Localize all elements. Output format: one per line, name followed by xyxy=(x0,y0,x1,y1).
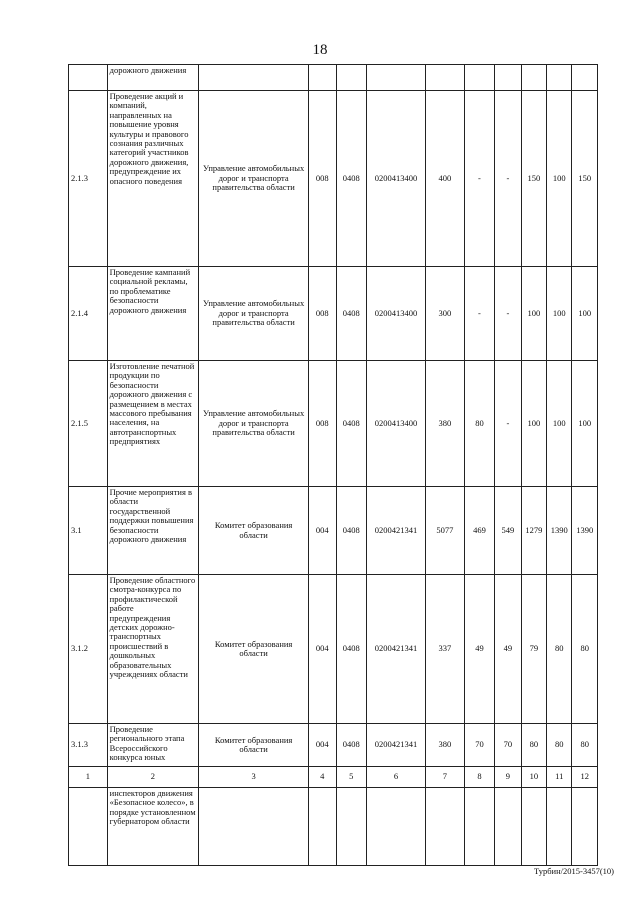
value-cell-c9: - xyxy=(495,267,521,361)
value-cell-c6: 0200413400 xyxy=(367,91,426,267)
value-cell-c9: 549 xyxy=(495,487,521,575)
value-cell-c9: 49 xyxy=(495,575,521,724)
value-cell-c12 xyxy=(572,65,598,91)
page-number: 18 xyxy=(312,42,328,58)
activity-name-cell: Проведение акций и компаний, направленных на повышение уровня культуры и правового сознания различных категорий участников дорожного движения, предупреждение их опасного поведения xyxy=(107,91,199,267)
activity-name-cell: Проведение регионального этапа Всероссийского конкурса юных xyxy=(107,724,199,767)
value-cell-c7: 300 xyxy=(426,267,465,361)
value-cell-c11: 100 xyxy=(547,361,572,487)
value-cell-c12: 1390 xyxy=(572,487,598,575)
table-row xyxy=(69,724,598,767)
value-cell-c5: 0408 xyxy=(336,361,367,487)
value-cell-c10: 79 xyxy=(521,575,546,724)
value-cell-c7: 5077 xyxy=(426,487,465,575)
row-number-cell: 3.1.2 xyxy=(69,575,108,724)
value-cell-c8: - xyxy=(464,267,495,361)
responsible-org-cell: Комитет образования области xyxy=(199,487,309,575)
empty-cell xyxy=(336,788,367,866)
value-cell-c5: 0408 xyxy=(336,487,367,575)
empty-cell xyxy=(426,788,465,866)
column-number-cell: 6 xyxy=(367,767,426,788)
empty-cell xyxy=(521,788,546,866)
column-number-cell: 1 xyxy=(69,767,108,788)
value-cell-c5: 0408 xyxy=(336,575,367,724)
column-number-cell: 4 xyxy=(309,767,336,788)
value-cell-c4: 004 xyxy=(309,487,336,575)
value-cell-c8: - xyxy=(464,91,495,267)
value-cell-c8: 469 xyxy=(464,487,495,575)
value-cell-c6: 0200421341 xyxy=(367,575,426,724)
value-cell-c10 xyxy=(521,65,546,91)
column-number-cell: 5 xyxy=(336,767,367,788)
empty-cell xyxy=(495,788,521,866)
table-row xyxy=(69,91,598,267)
table-row xyxy=(69,65,598,91)
value-cell-c4: 008 xyxy=(309,91,336,267)
value-cell-c7: 380 xyxy=(426,361,465,487)
responsible-org-cell: Управление автомобильных дорог и транспорта правительства области xyxy=(199,267,309,361)
column-number-cell: 3 xyxy=(199,767,309,788)
empty-cell xyxy=(199,788,309,866)
value-cell-c4 xyxy=(309,65,336,91)
table-row xyxy=(69,487,598,575)
value-cell-c11: 1390 xyxy=(547,487,572,575)
value-cell-c5: 0408 xyxy=(336,267,367,361)
value-cell-c5 xyxy=(336,65,367,91)
table-row xyxy=(69,267,598,361)
activity-name-cell: Проведение областного смотра-конкурса по профилактической работе предупреждения детских дорожно-транспортных происшествий в дошкольных образовательных учреждениях области xyxy=(107,575,199,724)
value-cell-c8: 49 xyxy=(464,575,495,724)
column-number-cell: 11 xyxy=(547,767,572,788)
value-cell-c9: - xyxy=(495,361,521,487)
value-cell-c9: - xyxy=(495,91,521,267)
activity-name-cell: Проведение кампаний социальной рекламы, по проблематике безопасности дорожного движения xyxy=(107,267,199,361)
program-table xyxy=(68,64,598,866)
responsible-org-cell: Комитет образования области xyxy=(199,724,309,767)
value-cell-c11: 80 xyxy=(547,724,572,767)
responsible-org-cell: Комитет образования области xyxy=(199,575,309,724)
responsible-org-cell: Управление автомобильных дорог и транспорта правительства области xyxy=(199,361,309,487)
value-cell-c11: 100 xyxy=(547,91,572,267)
empty-cell xyxy=(309,788,336,866)
value-cell-c5: 0408 xyxy=(336,91,367,267)
table-row xyxy=(69,575,598,724)
empty-cell xyxy=(464,788,495,866)
empty-cell xyxy=(572,788,598,866)
continuation-name-cell: инспекторов движения «Безопасное колесо», в порядке установленном губернатором области xyxy=(107,788,199,866)
empty-cell xyxy=(547,788,572,866)
empty-cell xyxy=(69,788,108,866)
column-numbers-row xyxy=(69,767,598,788)
column-number-cell: 8 xyxy=(464,767,495,788)
value-cell-c7: 337 xyxy=(426,575,465,724)
value-cell-c12: 80 xyxy=(572,575,598,724)
responsible-org-cell xyxy=(199,65,309,91)
value-cell-c10: 100 xyxy=(521,267,546,361)
value-cell-c5: 0408 xyxy=(336,724,367,767)
column-number-cell: 2 xyxy=(107,767,199,788)
footer-document-code: Турбин/2015-3457(10) xyxy=(533,866,614,876)
value-cell-c7: 400 xyxy=(426,91,465,267)
value-cell-c7 xyxy=(426,65,465,91)
empty-cell xyxy=(367,788,426,866)
column-number-cell: 9 xyxy=(495,767,521,788)
row-number-cell: 3.1 xyxy=(69,487,108,575)
activity-name-cell: дорожного движения xyxy=(107,65,199,91)
value-cell-c12: 100 xyxy=(572,361,598,487)
value-cell-c4: 008 xyxy=(309,361,336,487)
value-cell-c7: 380 xyxy=(426,724,465,767)
value-cell-c9 xyxy=(495,65,521,91)
column-number-cell: 10 xyxy=(521,767,546,788)
value-cell-c8: 80 xyxy=(464,361,495,487)
value-cell-c6: 0200421341 xyxy=(367,724,426,767)
value-cell-c6: 0200413400 xyxy=(367,361,426,487)
activity-name-cell: Изготовление печатной продукции по безопасности дорожного движения с размещением в местах массового пребывания населения, на автотранспортных предприятиях xyxy=(107,361,199,487)
value-cell-c8 xyxy=(464,65,495,91)
value-cell-c11 xyxy=(547,65,572,91)
value-cell-c10: 100 xyxy=(521,361,546,487)
value-cell-c10: 1279 xyxy=(521,487,546,575)
value-cell-c4: 008 xyxy=(309,267,336,361)
column-number-cell: 12 xyxy=(572,767,598,788)
column-number-cell: 7 xyxy=(426,767,465,788)
activity-name-cell: Прочие мероприятия в области государственной поддержки повышения безопасности дорожного движения xyxy=(107,487,199,575)
value-cell-c10: 150 xyxy=(521,91,546,267)
value-cell-c10: 80 xyxy=(521,724,546,767)
value-cell-c11: 100 xyxy=(547,267,572,361)
responsible-org-cell: Управление автомобильных дорог и транспорта правительства области xyxy=(199,91,309,267)
value-cell-c4: 004 xyxy=(309,575,336,724)
row-number-cell: 2.1.3 xyxy=(69,91,108,267)
table-row xyxy=(69,361,598,487)
value-cell-c12: 150 xyxy=(572,91,598,267)
value-cell-c6 xyxy=(367,65,426,91)
row-number-cell xyxy=(69,65,108,91)
value-cell-c9: 70 xyxy=(495,724,521,767)
continuation-row xyxy=(69,788,598,866)
value-cell-c6: 0200413400 xyxy=(367,267,426,361)
value-cell-c12: 100 xyxy=(572,267,598,361)
row-number-cell: 2.1.4 xyxy=(69,267,108,361)
value-cell-c4: 004 xyxy=(309,724,336,767)
value-cell-c8: 70 xyxy=(464,724,495,767)
value-cell-c11: 80 xyxy=(547,575,572,724)
row-number-cell: 3.1.3 xyxy=(69,724,108,767)
row-number-cell: 2.1.5 xyxy=(69,361,108,487)
value-cell-c6: 0200421341 xyxy=(367,487,426,575)
value-cell-c12: 80 xyxy=(572,724,598,767)
